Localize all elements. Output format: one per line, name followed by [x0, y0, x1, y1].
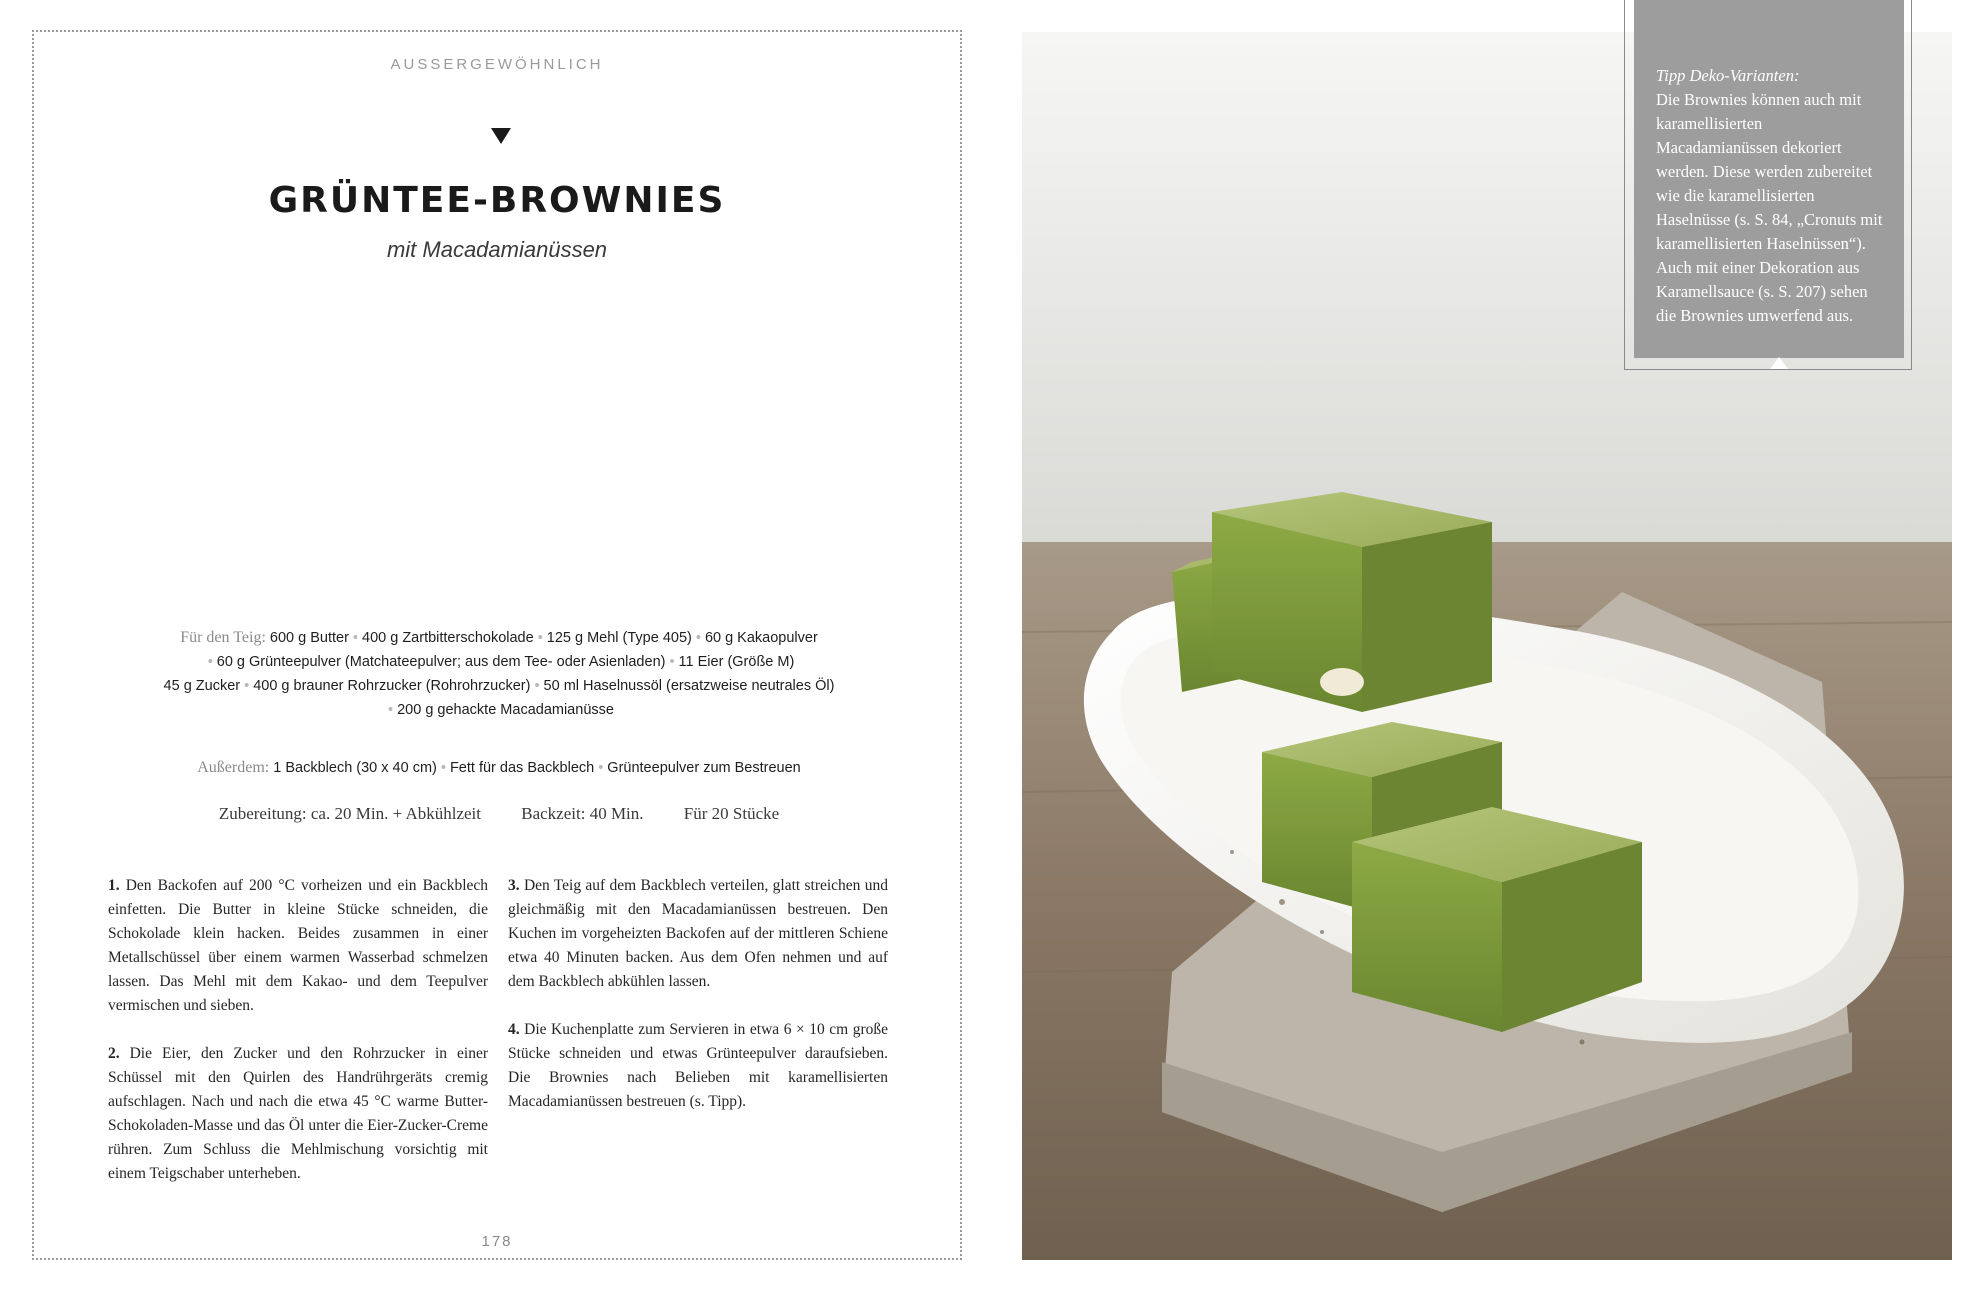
tip-title: Tipp Deko-Varianten:	[1656, 66, 1800, 85]
extra-item: 1 Backblech (30 x 40 cm)	[273, 760, 437, 776]
step-text: Den Teig auf dem Backblech verteilen, glatt streichen und gleichmäßig mit den Macadamianüssen bestreuen. Den Kuchen im vorgeheizten Backofen auf der mittleren Schiene etwa 40 Minuten backen. Aus dem Ofen nehmen und auf dem Backblech abkühlen lassen.	[508, 877, 888, 990]
times-line	[114, 804, 884, 824]
step-text: Den Backofen auf 200 °C vorheizen und ein Backblech einfetten. Die Butter in kleine Stücke schneiden, die Schokolade klein hacken. Beides zusammen in einer Metallschüssel über einem warmen Wasserbad schmelzen lassen. Das Mehl mit dem Kakao- und dem Teepulver vermischen und sieben.	[108, 877, 489, 1014]
step-number: 2.	[108, 1045, 120, 1062]
bullet-separator: •	[534, 678, 540, 694]
ingredient: 600 g Butter	[269, 630, 349, 646]
section-label: AUSSERGEWÖHNLICH	[390, 56, 604, 73]
ingredients-line	[114, 674, 884, 698]
ingredients-lead: Für den Teig:	[180, 629, 266, 646]
page-number: 178	[481, 1233, 513, 1250]
step-number: 1.	[108, 877, 120, 894]
step-4	[508, 1018, 888, 1114]
recipe-title: GRÜNTEE-BROWNIES	[268, 180, 726, 221]
step-number: 4.	[508, 1021, 520, 1038]
ingredient: 60 g Grünteepulver (Matchateepulver; aus dem Tee- oder Asienladen)	[216, 654, 666, 670]
bullet-separator: •	[669, 654, 675, 670]
extras-lead: Außerdem:	[197, 759, 270, 776]
ingredient: 45 g Zucker	[163, 678, 241, 694]
ingredients-block	[114, 626, 884, 722]
bake-time: Backzeit: 40 Min.	[521, 804, 644, 823]
ingredient: 200 g gehackte Macadamianüsse	[397, 702, 614, 718]
tip-notch	[1770, 357, 1788, 369]
step-1	[108, 874, 488, 1018]
steps-column-left	[108, 874, 488, 1210]
step-3	[508, 874, 888, 994]
ingredient: 400 g Zartbitterschokolade	[362, 630, 534, 646]
bullet-separator: •	[440, 760, 446, 776]
bullet-separator: •	[352, 630, 358, 646]
step-text: Die Eier, den Zucker und den Rohrzucker in einer Schüssel mit den Quirlen des Handrührgeräts cremig aufschlagen. Nach und nach die etwa 45 °C warme Butter-Schokoladen-Masse und das Öl unter die Eier-Zucker-Creme rühren. Zum Schluss die Mehlmischung vorsichtig mit einem Teigschaber unterheben.	[108, 1045, 488, 1182]
tip-box	[1634, 0, 1904, 358]
bullet-separator: •	[244, 678, 250, 694]
prep-time: Zubereitung: ca. 20 Min. + Abkühlzeit	[218, 804, 481, 823]
ingredient: 11 Eier (Größe M)	[678, 654, 795, 670]
step-number: 3.	[508, 877, 520, 894]
ingredients-line	[114, 650, 884, 674]
recipe-subtitle: mit Macadamianüssen	[386, 237, 608, 262]
extra-item: Grünteepulver zum Bestreuen	[607, 760, 801, 776]
ingredients-line	[114, 626, 884, 650]
recipe-page	[32, 30, 962, 1260]
down-triangle-icon	[491, 128, 511, 144]
bullet-separator: •	[695, 630, 701, 646]
ingredient: 400 g brauner Rohrzucker (Rohrohrzucker)	[253, 678, 531, 694]
ingredient: 50 ml Haselnussöl (ersatzweise neutrales Öl)	[543, 678, 835, 694]
ingredients-line	[114, 698, 884, 722]
steps-column-right	[508, 874, 888, 1138]
yield: Für 20 Stücke	[683, 804, 780, 823]
ingredient: 125 g Mehl (Type 405)	[546, 630, 692, 646]
bullet-separator: •	[537, 630, 543, 646]
bullet-separator: •	[388, 702, 394, 718]
ingredient: 60 g Kakaopulver	[704, 630, 818, 646]
extras-line	[114, 756, 884, 780]
step-text: Die Kuchenplatte zum Servieren in etwa 6 × 10 cm große Stücke schneiden und etwas Grünteepulver daraufsieben. Die Brownies nach Belieben mit karamellisierten Macadamianüssen bestreuen (s. Tipp).	[508, 1021, 889, 1110]
bullet-separator: •	[207, 654, 213, 670]
bullet-separator: •	[598, 760, 604, 776]
tip-text: Die Brownies können auch mit karamellisierten Macadamianüssen dekoriert werden. Diese werden zubereitet wie die karamellisierten Haselnüsse (s. S. 84, „Cronuts mit karamellisierten Haselnüssen“). Auch mit einer Dekoration aus Karamellsauce (s. S. 207) sehen die Brownies umwerfend aus.	[1656, 90, 1883, 325]
step-2	[108, 1042, 488, 1186]
extra-item: Fett für das Backblech	[449, 760, 595, 776]
